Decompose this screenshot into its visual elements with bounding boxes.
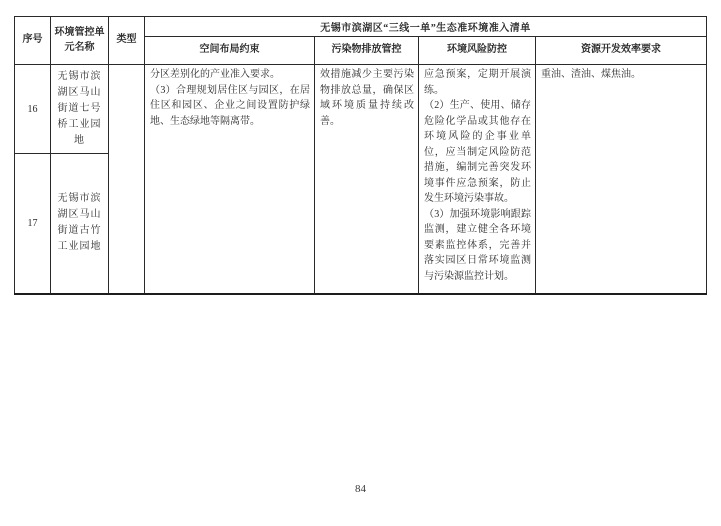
cell-paragraph: 分区差别化的产业准入要求。 [150,69,280,80]
cell-paragraph: 效措施减少主要污染物排放总量，确保区域环境质量持续改善。 [320,69,414,127]
risk-prevention-cell [419,65,536,294]
table-row [15,65,707,154]
header-resource-efficiency: 资源开发效率要求 [536,37,707,65]
header-index: 序号 [15,17,51,65]
row-17-index: 17 [15,154,51,294]
header-pollution-control: 污染物排放管控 [315,37,419,65]
header-space-constraint: 空间布局约束 [145,37,315,65]
cell-paragraph: （2）生产、使用、储存危险化学品或其他存在环境风险的企事业单位，应当制定风险防范措施，编制完善突发环境事件应急预案，防止发生环境污染事故。 [424,100,531,204]
header-risk-prevention: 环境风险防控 [419,37,536,65]
cell-paragraph: （3）合理规划居住区与园区，在居住区和园区、企业之间设置防护绿地、生态绿地等隔离带。 [150,84,310,127]
row-16-unit-name: 无锡市滨湖区马山街道七号桥工业园地 [51,65,109,154]
type-cell [109,65,145,294]
pollution-control-cell [315,65,419,294]
header-unit-name: 环境管控单元名称 [51,17,109,65]
header-type: 类型 [109,17,145,65]
table-title: 无锡市滨湖区“三线一单”生态准环境准入清单 [145,17,707,37]
cell-paragraph: 应急预案，定期开展演练。 [424,69,531,96]
eco-admission-list-table [14,16,707,295]
space-constraint-cell [145,65,315,294]
cell-paragraph: （3）加强环境影响跟踪监测，建立健全各环境要素监控体系，完善并落实园区日常环境监测与污染源监控计划。 [424,208,531,282]
row-16-index: 16 [15,65,51,154]
row-17-unit-name: 无锡市滨湖区马山街道古竹工业园地 [51,154,109,294]
resource-efficiency-cell [536,65,707,294]
cell-paragraph: 重油、渣油、煤焦油。 [541,69,641,80]
page-number: 84 [355,483,366,495]
